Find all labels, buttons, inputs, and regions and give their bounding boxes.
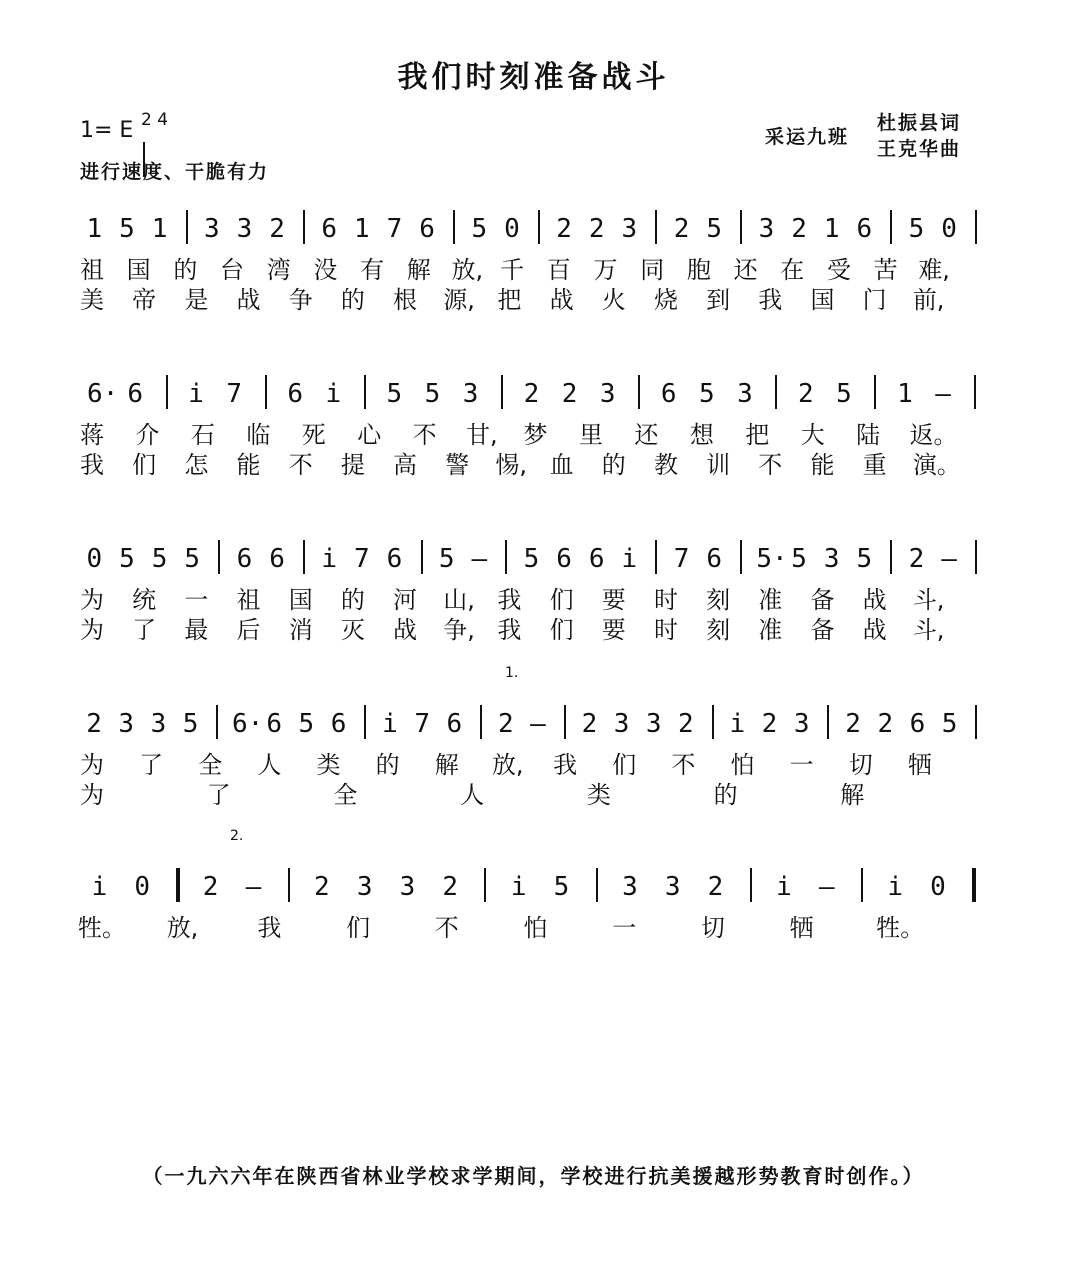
note: 3: [823, 544, 840, 574]
lyric-syllable: 在: [780, 256, 805, 284]
lyric-syllable: 们: [549, 586, 574, 614]
lyric-syllable: 不: [671, 751, 696, 779]
note: 6: [330, 709, 347, 739]
lyric-syllable: 重: [862, 451, 887, 479]
barline: [564, 705, 566, 739]
barline: [186, 210, 188, 244]
barline: [890, 210, 892, 244]
lyric-syllable: 烧: [653, 286, 678, 314]
note: i: [91, 872, 108, 902]
note: –: [941, 544, 957, 574]
note: 5: [706, 214, 723, 244]
note: 5: [698, 379, 715, 409]
lyric-syllable: 解: [840, 781, 865, 809]
lyric-syllable: 人: [257, 751, 282, 779]
barline: [218, 540, 220, 574]
barline: [740, 210, 742, 244]
lyric-syllable: 的: [375, 751, 400, 779]
note: 1: [354, 214, 370, 244]
barline: [874, 375, 876, 409]
note: 1: [897, 379, 913, 409]
lyric-syllable: 里: [578, 421, 603, 449]
lyric-syllable: 战: [393, 616, 418, 644]
performer-credit: 采运九班: [765, 126, 850, 148]
lyric-syllable: 惕,: [495, 451, 528, 479]
note: 1: [151, 214, 168, 244]
lyric-syllable: 怕: [730, 751, 755, 779]
lyric-syllable: 死: [301, 421, 326, 449]
lyric-syllable: 争,: [443, 616, 475, 644]
lyric-syllable: 放,: [491, 751, 524, 779]
lyric-syllable: 祖: [80, 256, 104, 284]
barline: [861, 868, 863, 902]
lyric-syllable: 美: [80, 286, 104, 314]
score-line: [0, 180, 1067, 330]
note: 3: [664, 872, 681, 902]
note: 5: [386, 379, 403, 409]
lyric-syllable: 没: [313, 256, 338, 284]
lyric-syllable: 提: [340, 451, 365, 479]
lyric-syllable: 返。: [909, 421, 958, 449]
note: –: [245, 872, 262, 902]
note: 3: [613, 709, 630, 739]
lyric-syllable: 牺: [907, 751, 932, 779]
score-line: [0, 665, 1067, 825]
lyric-syllable: 高: [393, 451, 418, 479]
lyric-syllable: 我: [80, 451, 104, 479]
note: 5: [184, 544, 201, 574]
note: 2: [523, 379, 540, 409]
lyric-syllable: 解: [406, 256, 431, 284]
barline: [265, 375, 267, 409]
lyric-syllable: 斗,: [912, 616, 945, 644]
note: 5: [941, 709, 958, 739]
note: 2: [761, 709, 778, 739]
tempo-marking: 进行速度、干脆有力: [80, 161, 270, 183]
barline: [890, 540, 892, 574]
lyric-syllable: 们: [549, 616, 574, 644]
lyric-syllable: 山,: [443, 586, 475, 614]
volta-marker: 2.: [230, 828, 244, 844]
time-signature: [141, 110, 169, 130]
note: 2: [556, 214, 572, 244]
note: 6: [706, 544, 723, 574]
time-signature-top: 2: [141, 110, 152, 130]
lyric-syllable: 牲。: [876, 914, 925, 942]
lyric-syllable: 一: [612, 914, 637, 942]
barline: [505, 540, 507, 574]
note: 5: [424, 379, 441, 409]
note: 6: [556, 544, 572, 574]
lyric-syllable: 的: [340, 286, 365, 314]
lyric-syllable: 一: [184, 586, 209, 614]
footnote: （一九六六年在陕西省林业学校求学期间，学校进行抗美援越形势教育时创作。）: [142, 1164, 925, 1188]
lyric-syllable: 不: [412, 421, 437, 449]
barline: [501, 375, 503, 409]
note: 3: [203, 214, 220, 244]
note: i: [325, 379, 342, 409]
note: 6: [419, 214, 435, 244]
note: i: [729, 709, 746, 739]
note: 3: [399, 872, 416, 902]
note: 5: [438, 544, 455, 574]
note: 2: [877, 709, 894, 739]
note: 5: [298, 709, 315, 739]
lyric-syllable: 陆: [856, 421, 881, 449]
note: i: [382, 709, 398, 739]
lyric-syllable: 到: [706, 286, 731, 314]
lyric-syllable: 的: [173, 256, 198, 284]
lyric-syllable: 统: [132, 586, 157, 614]
lyric-syllable: 难,: [918, 256, 950, 284]
note: 5: [553, 872, 570, 902]
barline: [303, 210, 305, 244]
lyric-syllable: 消: [288, 616, 313, 644]
lyric-syllable: 人: [460, 781, 485, 809]
barline: [655, 210, 657, 244]
note: 3: [599, 379, 616, 409]
lyric-syllable: 能: [236, 451, 261, 479]
lyric-syllable: 为: [80, 616, 104, 644]
note: 2: [707, 872, 724, 902]
note: 3: [621, 214, 638, 244]
lyric-syllable: 甘,: [466, 421, 498, 449]
barline: [750, 868, 752, 902]
barline: [975, 540, 977, 574]
lyric-syllable: 能: [810, 451, 835, 479]
note: 7: [226, 379, 243, 409]
barline: [288, 868, 290, 902]
note: 0: [134, 872, 150, 902]
lyric-syllable: 的: [713, 781, 738, 809]
barline: [655, 540, 657, 574]
barline: [827, 705, 829, 739]
lyric-syllable: 我: [758, 286, 783, 314]
note: 1: [86, 214, 103, 244]
note: 5: [151, 544, 168, 574]
lyric-syllable: 有: [360, 256, 385, 284]
barline: [712, 705, 714, 739]
lyric-syllable: 最: [184, 616, 209, 644]
note: i: [621, 544, 638, 574]
key-signature: 1= E: [80, 118, 134, 143]
lyric-syllable: 国: [810, 286, 835, 314]
lyric-syllable: 灭: [340, 616, 365, 644]
lyric-syllable: 放,: [166, 914, 199, 942]
lyric-syllable: 台: [220, 256, 245, 284]
note: 3: [622, 872, 638, 902]
note: 0: [504, 214, 520, 244]
lyric-syllable: 解: [434, 751, 459, 779]
lyric-syllable: 梦: [523, 421, 548, 449]
note: 6: [321, 214, 338, 244]
lyric-syllable: 一: [789, 751, 814, 779]
note: 5: [836, 379, 852, 409]
note: 2: [442, 872, 459, 902]
note: 2: [561, 379, 578, 409]
lyric-syllable: 放,: [451, 256, 484, 284]
lyric-syllable: 介: [135, 421, 160, 449]
note: 5: [471, 214, 488, 244]
note: i: [510, 872, 527, 902]
note: 2: [673, 214, 690, 244]
score-line: [0, 345, 1067, 495]
lyric-syllable: 血: [549, 451, 574, 479]
lyric-syllable: 百: [546, 256, 571, 284]
volta-marker: 1.: [505, 665, 519, 681]
note: 3: [758, 214, 775, 244]
note: 6: [856, 214, 873, 244]
note: 5: [119, 214, 135, 244]
barline: [596, 868, 598, 902]
barline: [216, 705, 218, 739]
lyric-syllable: 的: [340, 586, 365, 614]
lyric-syllable: 时: [653, 616, 678, 644]
lyric-syllable: 祖: [236, 586, 261, 614]
lyric-syllable: 我: [553, 751, 578, 779]
note: 7: [386, 214, 403, 244]
note: 7: [414, 709, 430, 739]
lyric-syllable: 全: [198, 751, 223, 779]
note: 2: [202, 872, 219, 902]
note: i: [321, 544, 338, 574]
note: 7: [354, 544, 370, 574]
lyric-syllable: 不: [434, 914, 459, 942]
lyric-syllable: 了: [139, 751, 164, 779]
note: 2: [798, 379, 814, 409]
song-title: 我们时刻准备战斗: [397, 60, 670, 95]
double-barline: [176, 868, 180, 902]
note: 3: [793, 709, 810, 739]
lyric-syllable: 苦: [873, 256, 898, 284]
barline: [975, 705, 977, 739]
lyric-syllable: 把: [497, 286, 522, 314]
note: 5: [908, 214, 925, 244]
lyric-syllable: 切: [848, 751, 873, 779]
note: 5: [791, 544, 807, 574]
lyric-syllable: 还: [733, 256, 758, 284]
note: 2: [845, 709, 861, 739]
barline: [166, 375, 168, 409]
note: 2: [314, 872, 330, 902]
note: 3: [737, 379, 753, 409]
lyric-syllable: 刻: [706, 616, 731, 644]
note: 2: [791, 214, 807, 244]
note: 3: [356, 872, 373, 902]
note: i: [776, 872, 792, 902]
note: 6: [266, 709, 283, 739]
note: 2: [581, 709, 598, 739]
lyric-syllable: 战: [862, 616, 887, 644]
lyric-syllable: 为: [80, 781, 104, 809]
lyric-syllable: 蒋: [80, 421, 104, 449]
lyric-syllable: 临: [246, 421, 271, 449]
note: 3: [118, 709, 135, 739]
note: 2: [269, 214, 285, 244]
note: 0: [86, 544, 103, 574]
note: 3: [645, 709, 662, 739]
lyric-syllable: 准: [758, 586, 783, 614]
note: 6·: [87, 379, 119, 409]
note: 5: [856, 544, 873, 574]
note: 6: [386, 544, 403, 574]
note: 6: [588, 544, 605, 574]
score-line: [0, 828, 1067, 988]
note: 6: [127, 379, 143, 409]
lyric-syllable: 还: [634, 421, 659, 449]
note: –: [530, 709, 546, 739]
note: 0: [930, 872, 946, 902]
lyric-syllable: 训: [706, 451, 731, 479]
barline: [421, 540, 423, 574]
lyric-syllable: 牲。: [78, 914, 126, 942]
lyric-syllable: 怕: [523, 914, 548, 942]
note: 0: [941, 214, 957, 244]
lyric-syllable: 教: [653, 451, 678, 479]
lyric-syllable: 牺: [789, 914, 814, 942]
note: 1: [823, 214, 840, 244]
lyric-syllable: 我: [257, 914, 282, 942]
note: 3: [462, 379, 479, 409]
note: 3: [150, 709, 167, 739]
lyric-syllable: 万: [593, 256, 618, 284]
lyric-syllable: 前,: [912, 286, 945, 314]
lyric-syllable: 们: [132, 451, 157, 479]
lyric-syllable: 国: [288, 586, 313, 614]
lyric-syllable: 斗,: [912, 586, 945, 614]
barline: [480, 705, 482, 739]
lyric-syllable: 帝: [132, 286, 157, 314]
lyric-syllable: 我: [497, 616, 522, 644]
lyric-syllable: 河: [393, 586, 418, 614]
note: 6: [446, 709, 463, 739]
note: 5: [119, 544, 135, 574]
lyric-syllable: 千: [500, 256, 525, 284]
note: 6: [287, 379, 304, 409]
barline: [974, 375, 976, 409]
lyric-syllable: 警: [445, 451, 470, 479]
note: –: [935, 379, 951, 409]
lyric-syllable: 要: [601, 586, 626, 614]
lyric-syllable: 们: [612, 751, 637, 779]
barline: [303, 540, 305, 574]
lyric-syllable: 战: [862, 586, 887, 614]
lyric-syllable: 湾: [266, 256, 291, 284]
lyric-syllable: 国: [126, 256, 151, 284]
barline: [775, 375, 777, 409]
note: i: [887, 872, 903, 902]
lyric-syllable: 备: [810, 586, 835, 614]
lyric-syllable: 为: [80, 586, 104, 614]
barline: [638, 375, 640, 409]
lyric-syllable: 了: [132, 616, 157, 644]
lyric-syllable: 我: [497, 586, 522, 614]
lyric-syllable: 根: [393, 286, 418, 314]
note: 5: [182, 709, 199, 739]
lyric-syllable: 全: [333, 781, 358, 809]
lyric-syllable: 怎: [184, 451, 209, 479]
lyric-syllable: 源,: [443, 286, 475, 314]
lyricist-credit: 杜振县词: [877, 112, 962, 134]
barline: [975, 210, 977, 244]
note: 6·: [232, 709, 264, 739]
lyric-syllable: 心: [357, 421, 382, 449]
lyric-syllable: 演。: [912, 451, 961, 479]
lyric-syllable: 要: [601, 616, 626, 644]
lyric-syllable: 们: [346, 914, 371, 942]
lyric-syllable: 时: [653, 586, 678, 614]
time-signature-bottom: 4: [157, 110, 169, 130]
score-line: [0, 510, 1067, 660]
note: 2: [908, 544, 925, 574]
lyric-syllable: 受: [826, 256, 851, 284]
note: i: [188, 379, 204, 409]
lyric-syllable: 后: [236, 616, 261, 644]
note: 5·: [756, 544, 788, 574]
lyric-syllable: 想: [689, 421, 714, 449]
barline: [538, 210, 540, 244]
lyric-syllable: 了: [206, 781, 231, 809]
note: 2: [86, 709, 102, 739]
note: 6: [909, 709, 926, 739]
lyric-syllable: 的: [601, 451, 626, 479]
lyric-syllable: 是: [184, 286, 209, 314]
double-barline: [972, 868, 976, 902]
note: –: [471, 544, 488, 574]
note: 6: [236, 544, 253, 574]
composer-credit: 王克华曲: [877, 138, 962, 160]
lyric-syllable: 同: [640, 256, 665, 284]
note: 2: [678, 709, 694, 739]
lyric-syllable: 类: [316, 751, 341, 779]
note: 2: [588, 214, 605, 244]
lyric-syllable: 不: [288, 451, 313, 479]
barline: [453, 210, 455, 244]
lyric-syllable: 切: [700, 914, 725, 942]
note: 6: [269, 544, 285, 574]
lyric-syllable: 大: [800, 421, 825, 449]
note: 3: [236, 214, 253, 244]
lyric-syllable: 备: [810, 616, 835, 644]
lyric-syllable: 石: [190, 421, 215, 449]
note: 5: [523, 544, 540, 574]
note: 7: [673, 544, 690, 574]
lyric-syllable: 刻: [706, 586, 731, 614]
lyric-syllable: 门: [862, 286, 887, 314]
barline: [484, 868, 486, 902]
lyric-syllable: 战: [549, 286, 574, 314]
lyric-syllable: 战: [236, 286, 261, 314]
lyric-syllable: 争: [288, 286, 313, 314]
barline: [740, 540, 742, 574]
lyric-syllable: 把: [745, 421, 770, 449]
note: 2: [497, 709, 514, 739]
barline: [364, 375, 366, 409]
lyric-syllable: 类: [586, 781, 611, 809]
note: –: [818, 872, 835, 902]
lyric-syllable: 不: [758, 451, 783, 479]
lyric-syllable: 准: [758, 616, 783, 644]
lyric-syllable: 火: [601, 286, 626, 314]
note: 6: [660, 379, 677, 409]
lyric-syllable: 胞: [686, 256, 711, 284]
lyric-syllable: 为: [80, 751, 104, 779]
barline: [364, 705, 366, 739]
